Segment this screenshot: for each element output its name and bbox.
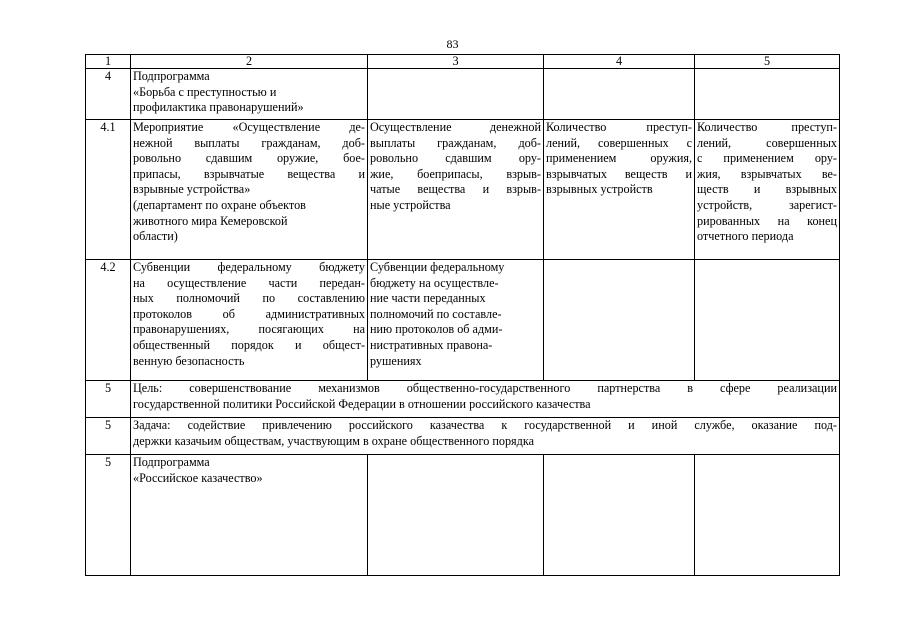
row-number: 5 xyxy=(86,418,131,455)
header-col-2: 2 xyxy=(131,55,368,69)
cell-text: венную безопасность xyxy=(133,353,245,368)
cell-text: на осуществление части передан- xyxy=(133,275,365,290)
cell-text: устройств, зарегист- xyxy=(697,197,837,212)
header-col-1: 1 xyxy=(86,55,131,69)
table-row xyxy=(86,120,840,260)
cell-text: ние части переданных xyxy=(370,291,486,306)
cell-text: ровольно сдавшим ору- xyxy=(370,151,541,166)
table-row xyxy=(86,418,840,455)
table-row xyxy=(86,455,840,576)
cell-text: ных полномочий по составлению xyxy=(133,291,365,306)
cell-text: Количество преступ- xyxy=(697,120,837,134)
cell-text: нистративных правона- xyxy=(370,337,493,352)
row-number: 5 xyxy=(86,381,131,418)
header-col-5: 5 xyxy=(695,55,840,69)
cell-text: «Борьба с преступностью и xyxy=(133,84,277,99)
cell-text: профилактика правонарушений» xyxy=(133,100,304,115)
cell-text: протоколов об административных xyxy=(133,306,365,321)
row-number: 5 xyxy=(86,455,131,576)
cell-text: животного мира Кемеровской xyxy=(133,213,288,228)
empty-cell xyxy=(695,69,840,120)
cell-text: лений, совершенных с xyxy=(546,135,692,150)
empty-cell xyxy=(695,260,840,381)
cell-text: жия, взрывчатых ве- xyxy=(697,166,837,181)
empty-cell xyxy=(544,260,695,381)
row-number: 4.2 xyxy=(86,260,131,381)
cell-text: нежной выплаты гражданам, доб- xyxy=(133,135,365,150)
cell-text: держки казачьим обществам, участвующим в охране общественного порядка xyxy=(133,433,534,448)
cell-text: применением оружия, xyxy=(546,151,692,166)
cell-text: с применением ору- xyxy=(697,151,837,166)
table-row xyxy=(86,381,840,418)
cell-text: взрывных устройств xyxy=(546,182,653,197)
cell-text: ные устройства xyxy=(370,197,451,212)
cell-text: Субвенции федеральному xyxy=(370,260,505,274)
empty-cell xyxy=(544,69,695,120)
indicator-cell xyxy=(544,120,695,260)
cell-text: взрывные устройства» xyxy=(133,182,251,197)
cell-text: Осуществление денежной xyxy=(370,120,541,134)
header-col-3: 3 xyxy=(368,55,544,69)
cell-text: Цель: совершенствование механизмов общественно-государственного партнерства в сфере реализации xyxy=(133,381,837,395)
cell-text: взрывчатых веществ и xyxy=(546,166,692,181)
cell-text: ровольно сдавшим оружие, бое- xyxy=(133,151,365,166)
cell-text: общественный порядок и общест- xyxy=(133,337,365,352)
cell-text: припасы, взрывчатые вещества и xyxy=(133,166,365,181)
cell-text: правонарушениях, посягающих на xyxy=(133,322,365,337)
description-cell xyxy=(368,120,544,260)
row-number: 4 xyxy=(86,69,131,120)
cell-text: нию протоколов об адми- xyxy=(370,322,503,337)
cell-text: Задача: содействие привлечению российского казачества к государственной и иной службе, оказание под- xyxy=(133,418,837,432)
cell-text: Мероприятие «Осуществление де- xyxy=(133,120,365,134)
cell-text: выплаты гражданам, доб- xyxy=(370,135,541,150)
empty-cell xyxy=(368,69,544,120)
cell-text: Подпрограмма xyxy=(133,69,210,83)
cell-text: области) xyxy=(133,229,178,244)
cell-text: отчетного периода xyxy=(697,229,794,244)
cell-text: Субвенции федеральному бюджету xyxy=(133,260,365,274)
indicator-description-cell xyxy=(695,120,840,260)
row-number: 4.1 xyxy=(86,120,131,260)
cell-text: чатые вещества и взрыв- xyxy=(370,182,541,197)
cell-text: Количество преступ- xyxy=(546,120,692,134)
empty-cell xyxy=(368,455,544,576)
program-table xyxy=(85,54,840,576)
cell-text: государственной политики Российской Федерации в отношении российского казачества xyxy=(133,396,591,411)
page-number: 83 xyxy=(446,37,459,51)
cell-text: ществ и взрывных xyxy=(697,182,837,197)
cell-text: рушениях xyxy=(370,353,422,368)
subprogram-title-cell xyxy=(131,69,368,120)
table-row xyxy=(86,260,840,381)
task-cell xyxy=(131,418,840,455)
cell-text: полномочий по составле- xyxy=(370,306,502,321)
measure-cell xyxy=(131,120,368,260)
goal-cell xyxy=(131,381,840,418)
cell-text: «Российское казачество» xyxy=(133,470,263,485)
table-header-row xyxy=(86,55,840,69)
table-row xyxy=(86,69,840,120)
cell-text: Подпрограмма xyxy=(133,455,210,469)
header-col-4: 4 xyxy=(544,55,695,69)
cell-text: жие, боеприпасы, взрыв- xyxy=(370,166,541,181)
cell-text: (департамент по охране объектов xyxy=(133,197,306,212)
cell-text: бюджету на осуществле- xyxy=(370,275,499,290)
subprogram-title-cell xyxy=(131,455,368,576)
cell-text: рированных на конец xyxy=(697,213,837,228)
measure-cell xyxy=(131,260,368,381)
description-cell xyxy=(368,260,544,381)
empty-cell xyxy=(695,455,840,576)
cell-text: лений, совершенных xyxy=(697,135,837,150)
empty-cell xyxy=(544,455,695,576)
